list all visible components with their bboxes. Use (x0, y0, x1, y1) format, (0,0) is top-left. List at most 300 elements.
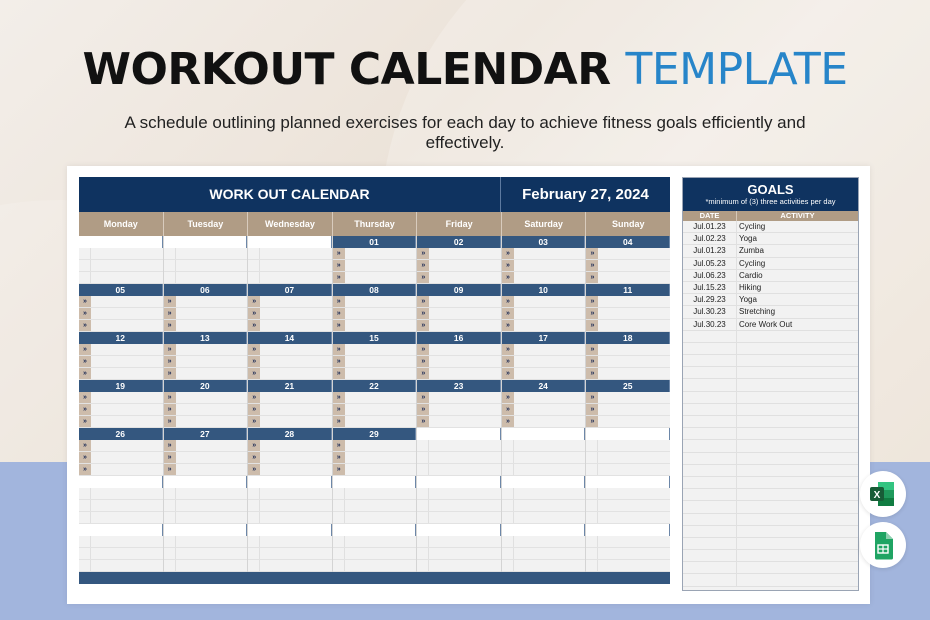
goal-date[interactable] (683, 392, 737, 403)
activity-row[interactable] (164, 464, 248, 476)
activity-input[interactable] (345, 512, 417, 523)
day-cell[interactable] (333, 236, 418, 284)
goal-date[interactable] (683, 514, 737, 525)
activity-input[interactable] (598, 560, 670, 571)
goal-date[interactable] (683, 465, 737, 476)
activity-input[interactable] (429, 296, 501, 307)
day-cell[interactable] (417, 380, 502, 428)
goal-date[interactable] (683, 501, 737, 512)
activity-input[interactable] (598, 356, 670, 367)
activity-row[interactable] (502, 536, 586, 548)
activity-row[interactable] (333, 404, 417, 416)
day-cell[interactable] (502, 236, 587, 284)
calendar-date[interactable]: February 27, 2024 (522, 186, 649, 203)
activity-input[interactable] (598, 368, 670, 379)
activity-row[interactable] (417, 320, 501, 332)
goal-row-empty[interactable] (683, 550, 858, 562)
activity-row[interactable] (333, 260, 417, 272)
activity-input[interactable] (345, 272, 417, 283)
activity-input[interactable] (429, 356, 501, 367)
goal-date[interactable] (683, 574, 737, 585)
activity-row[interactable] (164, 272, 248, 284)
goal-date[interactable] (683, 355, 737, 366)
goal-row[interactable] (683, 319, 858, 331)
activity-row[interactable] (586, 296, 670, 308)
goal-activity[interactable] (737, 453, 858, 464)
goal-row-empty[interactable] (683, 355, 858, 367)
goal-row[interactable] (683, 294, 858, 306)
activity-input[interactable] (598, 272, 670, 283)
goal-date[interactable] (683, 550, 737, 561)
goal-row-empty[interactable] (683, 379, 858, 391)
activity-row[interactable] (333, 272, 417, 284)
day-cell[interactable] (502, 428, 587, 476)
activity-input[interactable] (429, 512, 501, 523)
activity-row[interactable] (502, 392, 586, 404)
activity-row[interactable] (502, 464, 586, 476)
activity-input[interactable] (260, 368, 332, 379)
activity-row[interactable] (79, 416, 163, 428)
goal-date[interactable] (683, 562, 737, 573)
activity-input[interactable] (345, 392, 417, 403)
day-cell[interactable] (586, 236, 670, 284)
activity-row[interactable] (333, 536, 417, 548)
activity-input[interactable] (429, 392, 501, 403)
activity-row[interactable] (164, 488, 248, 500)
activity-input[interactable] (176, 440, 248, 451)
activity-row[interactable] (164, 416, 248, 428)
goal-row-empty[interactable] (683, 440, 858, 452)
activity-row[interactable] (502, 440, 586, 452)
activity-row[interactable] (164, 500, 248, 512)
activity-input[interactable] (429, 440, 501, 451)
goal-activity[interactable] (737, 477, 858, 488)
activity-row[interactable] (417, 464, 501, 476)
activity-row[interactable] (248, 548, 332, 560)
activity-row[interactable] (79, 488, 163, 500)
activity-row[interactable] (586, 416, 670, 428)
activity-input[interactable] (91, 500, 163, 511)
activity-input[interactable] (176, 548, 248, 559)
activity-row[interactable] (248, 368, 332, 380)
activity-input[interactable] (429, 272, 501, 283)
goal-row-empty[interactable] (683, 465, 858, 477)
goal-row-empty[interactable] (683, 392, 858, 404)
activity-row[interactable] (333, 308, 417, 320)
day-cell[interactable] (586, 524, 670, 572)
goal-activity[interactable] (737, 392, 858, 403)
activity-row[interactable] (164, 404, 248, 416)
activity-input[interactable] (91, 296, 163, 307)
activity-input[interactable] (345, 500, 417, 511)
goal-row-empty[interactable] (683, 489, 858, 501)
activity-input[interactable] (514, 404, 586, 415)
day-cell[interactable] (79, 380, 164, 428)
activity-input[interactable] (345, 344, 417, 355)
activity-input[interactable] (91, 308, 163, 319)
activity-input[interactable] (91, 548, 163, 559)
activity-input[interactable] (514, 416, 586, 427)
activity-input[interactable] (345, 440, 417, 451)
goal-row[interactable] (683, 245, 858, 257)
activity-row[interactable] (79, 356, 163, 368)
day-cell[interactable] (248, 476, 333, 524)
day-cell[interactable] (248, 428, 333, 476)
activity-input[interactable] (345, 308, 417, 319)
activity-row[interactable] (79, 500, 163, 512)
activity-input[interactable] (514, 488, 586, 499)
goal-row-empty[interactable] (683, 404, 858, 416)
activity-row[interactable] (333, 464, 417, 476)
activity-input[interactable] (176, 416, 248, 427)
activity-input[interactable] (345, 320, 417, 331)
activity-row[interactable] (333, 560, 417, 572)
activity-row[interactable] (586, 548, 670, 560)
activity-row[interactable] (586, 464, 670, 476)
activity-row[interactable] (248, 560, 332, 572)
goal-activity[interactable] (737, 562, 858, 573)
activity-input[interactable] (598, 308, 670, 319)
activity-row[interactable] (333, 296, 417, 308)
activity-input[interactable] (429, 368, 501, 379)
activity-input[interactable] (345, 260, 417, 271)
activity-row[interactable] (79, 272, 163, 284)
activity-row[interactable] (248, 308, 332, 320)
activity-input[interactable] (260, 452, 332, 463)
activity-input[interactable] (514, 464, 586, 475)
activity-row[interactable] (586, 404, 670, 416)
activity-input[interactable] (514, 500, 586, 511)
activity-input[interactable] (176, 272, 248, 283)
day-cell[interactable] (79, 236, 164, 284)
activity-row[interactable] (333, 548, 417, 560)
goal-activity[interactable] (737, 428, 858, 439)
activity-input[interactable] (260, 356, 332, 367)
activity-input[interactable] (514, 560, 586, 571)
activity-input[interactable] (514, 308, 586, 319)
activity-input[interactable] (260, 536, 332, 547)
activity-input[interactable] (514, 248, 586, 259)
goal-date[interactable] (683, 526, 737, 537)
goal-date[interactable] (683, 477, 737, 488)
goal-row-empty[interactable] (683, 367, 858, 379)
day-cell[interactable] (164, 380, 249, 428)
goal-row-empty[interactable] (683, 453, 858, 465)
activity-input[interactable] (91, 440, 163, 451)
activity-row[interactable] (333, 440, 417, 452)
day-cell[interactable] (586, 332, 670, 380)
goal-date[interactable] (683, 453, 737, 464)
goal-date[interactable] (683, 404, 737, 415)
activity-row[interactable] (502, 512, 586, 524)
activity-row[interactable] (164, 248, 248, 260)
goal-activity[interactable] (737, 331, 858, 342)
activity-input[interactable] (91, 536, 163, 547)
activity-input[interactable] (345, 488, 417, 499)
activity-row[interactable] (79, 404, 163, 416)
goal-activity[interactable] (737, 550, 858, 561)
day-cell[interactable] (417, 236, 502, 284)
goal-row-empty[interactable] (683, 562, 858, 574)
activity-row[interactable] (417, 404, 501, 416)
activity-input[interactable] (598, 440, 670, 451)
activity-input[interactable] (260, 392, 332, 403)
activity-row[interactable] (248, 320, 332, 332)
activity-row[interactable] (502, 548, 586, 560)
activity-row[interactable] (79, 368, 163, 380)
activity-row[interactable] (164, 548, 248, 560)
activity-row[interactable] (502, 308, 586, 320)
goal-row-empty[interactable] (683, 477, 858, 489)
activity-input[interactable] (260, 464, 332, 475)
activity-input[interactable] (260, 320, 332, 331)
activity-row[interactable] (79, 320, 163, 332)
activity-input[interactable] (260, 248, 332, 259)
activity-input[interactable] (260, 308, 332, 319)
day-cell[interactable] (502, 380, 587, 428)
day-cell[interactable] (586, 428, 670, 476)
day-cell[interactable] (79, 428, 164, 476)
day-cell[interactable] (502, 332, 587, 380)
goal-date[interactable] (683, 440, 737, 451)
activity-row[interactable] (417, 356, 501, 368)
activity-row[interactable] (164, 512, 248, 524)
activity-input[interactable] (91, 260, 163, 271)
goal-row[interactable] (683, 233, 858, 245)
activity-row[interactable] (502, 500, 586, 512)
activity-row[interactable] (333, 392, 417, 404)
activity-row[interactable] (79, 308, 163, 320)
activity-row[interactable] (417, 416, 501, 428)
goal-activity[interactable] (737, 465, 858, 476)
activity-input[interactable] (260, 344, 332, 355)
activity-row[interactable] (248, 500, 332, 512)
day-cell[interactable] (248, 380, 333, 428)
activity-row[interactable] (333, 320, 417, 332)
activity-row[interactable] (502, 260, 586, 272)
activity-row[interactable] (79, 260, 163, 272)
activity-input[interactable] (260, 488, 332, 499)
activity-row[interactable] (248, 260, 332, 272)
day-cell[interactable] (586, 380, 670, 428)
activity-input[interactable] (260, 548, 332, 559)
activity-row[interactable] (417, 392, 501, 404)
goal-row[interactable] (683, 221, 858, 233)
activity-input[interactable] (260, 560, 332, 571)
activity-input[interactable] (91, 248, 163, 259)
activity-input[interactable] (260, 404, 332, 415)
activity-row[interactable] (164, 536, 248, 548)
activity-row[interactable] (164, 260, 248, 272)
activity-input[interactable] (176, 404, 248, 415)
activity-row[interactable] (502, 404, 586, 416)
activity-input[interactable] (91, 356, 163, 367)
activity-input[interactable] (429, 404, 501, 415)
activity-row[interactable] (164, 356, 248, 368)
goal-row[interactable] (683, 306, 858, 318)
activity-row[interactable] (586, 392, 670, 404)
activity-input[interactable] (345, 248, 417, 259)
goal-row-empty[interactable] (683, 416, 858, 428)
activity-row[interactable] (586, 320, 670, 332)
activity-row[interactable] (333, 248, 417, 260)
activity-row[interactable] (586, 272, 670, 284)
activity-row[interactable] (502, 272, 586, 284)
day-cell[interactable] (417, 524, 502, 572)
activity-input[interactable] (514, 344, 586, 355)
activity-input[interactable] (514, 512, 586, 523)
goal-date[interactable] (683, 416, 737, 427)
activity-input[interactable] (345, 452, 417, 463)
goal-activity[interactable] (737, 514, 858, 525)
goal-activity[interactable] (737, 526, 858, 537)
activity-row[interactable] (502, 416, 586, 428)
activity-input[interactable] (91, 488, 163, 499)
goal-row-empty[interactable] (683, 526, 858, 538)
activity-input[interactable] (514, 536, 586, 547)
activity-input[interactable] (91, 392, 163, 403)
activity-row[interactable] (79, 464, 163, 476)
activity-row[interactable] (333, 368, 417, 380)
activity-input[interactable] (514, 296, 586, 307)
activity-row[interactable] (502, 296, 586, 308)
activity-row[interactable] (79, 248, 163, 260)
day-cell[interactable] (417, 284, 502, 332)
activity-input[interactable] (514, 440, 586, 451)
activity-row[interactable] (586, 344, 670, 356)
activity-row[interactable] (333, 452, 417, 464)
activity-input[interactable] (514, 368, 586, 379)
day-cell[interactable] (417, 332, 502, 380)
activity-input[interactable] (598, 344, 670, 355)
activity-input[interactable] (345, 464, 417, 475)
activity-input[interactable] (598, 512, 670, 523)
goal-activity[interactable] (737, 379, 858, 390)
activity-row[interactable] (248, 272, 332, 284)
activity-row[interactable] (417, 548, 501, 560)
activity-row[interactable] (586, 308, 670, 320)
activity-row[interactable] (502, 356, 586, 368)
activity-input[interactable] (429, 320, 501, 331)
day-cell[interactable] (248, 332, 333, 380)
activity-row[interactable] (248, 248, 332, 260)
activity-input[interactable] (429, 536, 501, 547)
activity-row[interactable] (333, 488, 417, 500)
activity-input[interactable] (514, 356, 586, 367)
day-cell[interactable] (164, 476, 249, 524)
activity-input[interactable] (514, 452, 586, 463)
activity-input[interactable] (176, 248, 248, 259)
activity-row[interactable] (417, 512, 501, 524)
activity-row[interactable] (164, 344, 248, 356)
activity-row[interactable] (333, 356, 417, 368)
activity-row[interactable] (164, 368, 248, 380)
activity-row[interactable] (248, 512, 332, 524)
goal-date[interactable] (683, 343, 737, 354)
goal-row[interactable] (683, 258, 858, 270)
activity-row[interactable] (502, 368, 586, 380)
activity-input[interactable] (598, 536, 670, 547)
activity-row[interactable] (79, 512, 163, 524)
day-cell[interactable] (417, 476, 502, 524)
activity-input[interactable] (514, 392, 586, 403)
activity-input[interactable] (598, 464, 670, 475)
day-cell[interactable] (333, 428, 418, 476)
activity-row[interactable] (248, 536, 332, 548)
activity-input[interactable] (176, 560, 248, 571)
activity-row[interactable] (417, 452, 501, 464)
activity-input[interactable] (429, 308, 501, 319)
activity-input[interactable] (598, 404, 670, 415)
day-cell[interactable] (502, 524, 587, 572)
activity-row[interactable] (586, 452, 670, 464)
activity-input[interactable] (260, 500, 332, 511)
activity-input[interactable] (91, 272, 163, 283)
activity-input[interactable] (260, 260, 332, 271)
activity-row[interactable] (417, 488, 501, 500)
activity-input[interactable] (345, 296, 417, 307)
goal-activity[interactable] (737, 574, 858, 585)
activity-input[interactable] (176, 260, 248, 271)
activity-input[interactable] (429, 260, 501, 271)
activity-input[interactable] (345, 368, 417, 379)
activity-input[interactable] (176, 464, 248, 475)
activity-row[interactable] (417, 500, 501, 512)
activity-input[interactable] (345, 356, 417, 367)
day-cell[interactable] (586, 476, 670, 524)
activity-input[interactable] (598, 500, 670, 511)
goal-date[interactable] (683, 367, 737, 378)
day-cell[interactable] (333, 332, 418, 380)
activity-row[interactable] (248, 296, 332, 308)
activity-input[interactable] (345, 548, 417, 559)
goal-row-empty[interactable] (683, 428, 858, 440)
day-cell[interactable] (79, 524, 164, 572)
activity-row[interactable] (333, 500, 417, 512)
goal-date[interactable] (683, 489, 737, 500)
goal-row-empty[interactable] (683, 343, 858, 355)
goal-date[interactable] (683, 379, 737, 390)
day-cell[interactable] (586, 284, 670, 332)
sheets-app-button[interactable] (860, 522, 906, 568)
activity-row[interactable] (502, 488, 586, 500)
activity-input[interactable] (598, 416, 670, 427)
day-cell[interactable] (164, 236, 249, 284)
activity-input[interactable] (260, 416, 332, 427)
activity-row[interactable] (79, 344, 163, 356)
activity-row[interactable] (248, 356, 332, 368)
activity-input[interactable] (429, 344, 501, 355)
activity-input[interactable] (598, 320, 670, 331)
activity-input[interactable] (176, 512, 248, 523)
goal-row[interactable] (683, 270, 858, 282)
activity-input[interactable] (176, 452, 248, 463)
day-cell[interactable] (79, 476, 164, 524)
day-cell[interactable] (164, 284, 249, 332)
activity-row[interactable] (164, 440, 248, 452)
activity-row[interactable] (586, 560, 670, 572)
day-cell[interactable] (333, 476, 418, 524)
goal-date[interactable] (683, 538, 737, 549)
activity-input[interactable] (429, 560, 501, 571)
day-cell[interactable] (502, 284, 587, 332)
activity-input[interactable] (429, 500, 501, 511)
activity-row[interactable] (417, 296, 501, 308)
activity-input[interactable] (598, 452, 670, 463)
goal-activity[interactable] (737, 440, 858, 451)
day-cell[interactable] (164, 524, 249, 572)
activity-input[interactable] (260, 296, 332, 307)
